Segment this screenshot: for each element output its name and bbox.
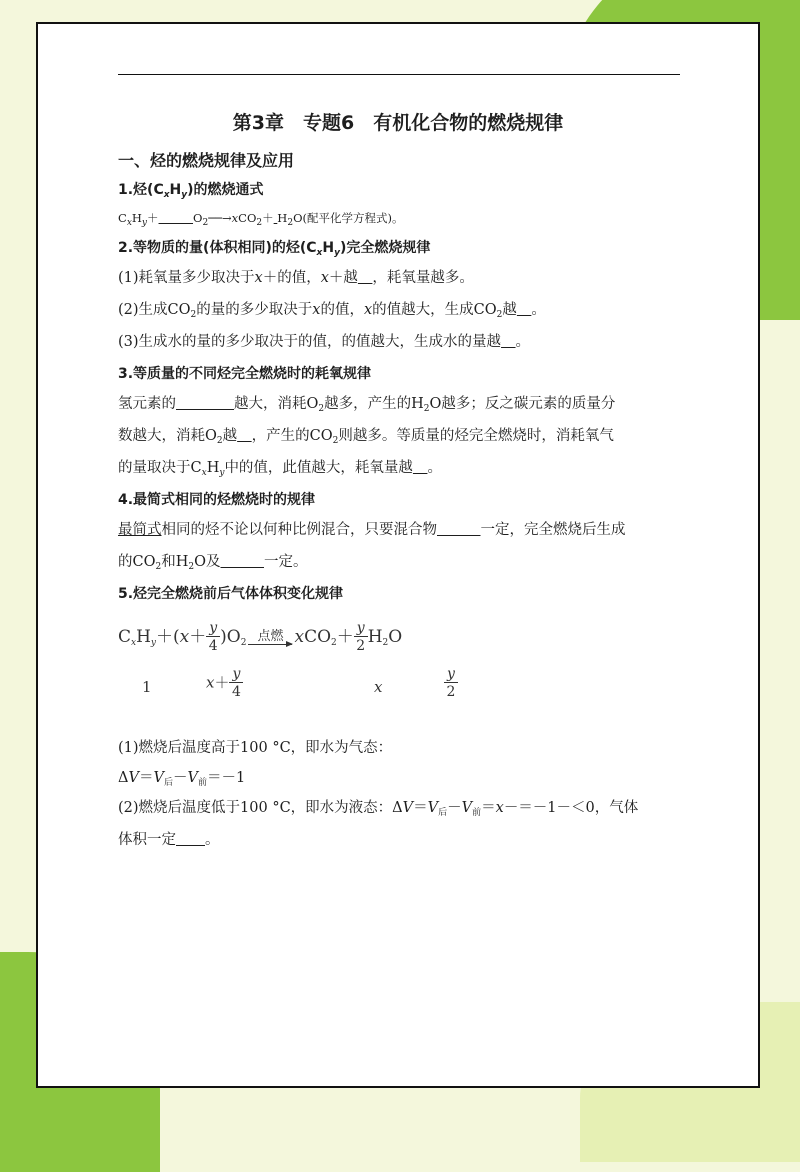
rule-5-delta-v: $\Delta V=V_后-V_前=-1$ xyxy=(118,770,246,788)
rule-5-2-cont: 体积一定 。 xyxy=(118,832,220,848)
subheading-4: 4.最简式相同的烃燃烧时的规律 xyxy=(118,492,316,508)
fraction-y-over-4: $\frac{y}{4}$ xyxy=(206,620,220,655)
rule-3-line3: 的量取决于$C_xH_y$中的值，此值越大，耗氧量越 。 xyxy=(118,460,442,478)
combustion-equation: $C_xH_y+$ $O_2──\to xCO_2+ H_2O$(配平化学方程式)。 xyxy=(118,211,404,228)
rule-2-2: (2)生成$CO_2$的量的多少取决于x的值，x的值越大，生成$CO_2$越 。 xyxy=(118,302,546,320)
rule-5-2: (2)燃烧后温度低于100 °C，即水为液态：$\Delta V=V_后-V_前=x-=-1-<0$，气体 xyxy=(118,800,639,818)
volume-equation: $C_xH_y+(x+$ $\frac{y}{4}$ )$O_2$ 点燃 xCO$_2$＋ $\frac{y}{2}$ $H_2O$ xyxy=(118,620,403,654)
subheading-1: 1.烃$(C_xH_y)$的燃烧通式 xyxy=(118,182,264,200)
rule-3-line1: 氢元素的 越大，消耗$O_2$越多，产生的$H_2O$越多；反之碳元素的质量分 xyxy=(118,396,616,414)
rule-3-line2: 数越大，消耗$O_2$越 ，产生的$CO_2$则越多。等质量的烃完全燃烧时，消耗氧气 xyxy=(118,428,614,446)
fraction-y-over-2: $\frac{y}{2}$ xyxy=(354,620,368,655)
rule-2-1: (1)耗氧量多少取决于x＋的值，x＋越 ，耗氧量越多。 xyxy=(118,270,474,286)
coefficient-hydrocarbon: 1 xyxy=(142,678,152,696)
page-title: 第3章 专题6 有机化合物的燃烧规律 xyxy=(232,112,564,134)
rule-4-line1: 最简式相同的烃不论以何种比例混合，只要混合物 一定，完全燃烧后生成 xyxy=(118,522,626,538)
coefficient-oxygen: x＋ $\frac{y}{4}$ xyxy=(206,666,243,701)
volume-equation-block xyxy=(118,610,682,730)
rule-4-line2: 的$CO_2$和$H_2O$及 一定。 xyxy=(118,554,308,572)
document-body xyxy=(118,150,682,850)
coefficient-co2: x xyxy=(374,678,383,696)
header-rule xyxy=(118,74,680,75)
section-heading: 一、烃的燃烧规律及应用 xyxy=(118,151,295,170)
subheading-5: 5.烃完全燃烧前后气体体积变化规律 xyxy=(118,586,344,602)
rule-5-1: (1)燃烧后温度高于100 °C，即水为气态： xyxy=(118,740,393,756)
document-page xyxy=(36,22,760,1088)
reaction-arrow: 点燃 xyxy=(248,630,292,645)
rule-2-3: (3)生成水的量的多少取决于的值，的值越大，生成水的量越 。 xyxy=(118,334,531,350)
coefficient-water: $\frac{y}{2}$ xyxy=(444,666,458,701)
subheading-3: 3.等质量的不同烃完全燃烧时的耗氧规律 xyxy=(118,366,372,382)
subheading-2: 2.等物质的量(体积相同)的烃$(C_xH_y)$完全燃烧规律 xyxy=(118,240,431,258)
